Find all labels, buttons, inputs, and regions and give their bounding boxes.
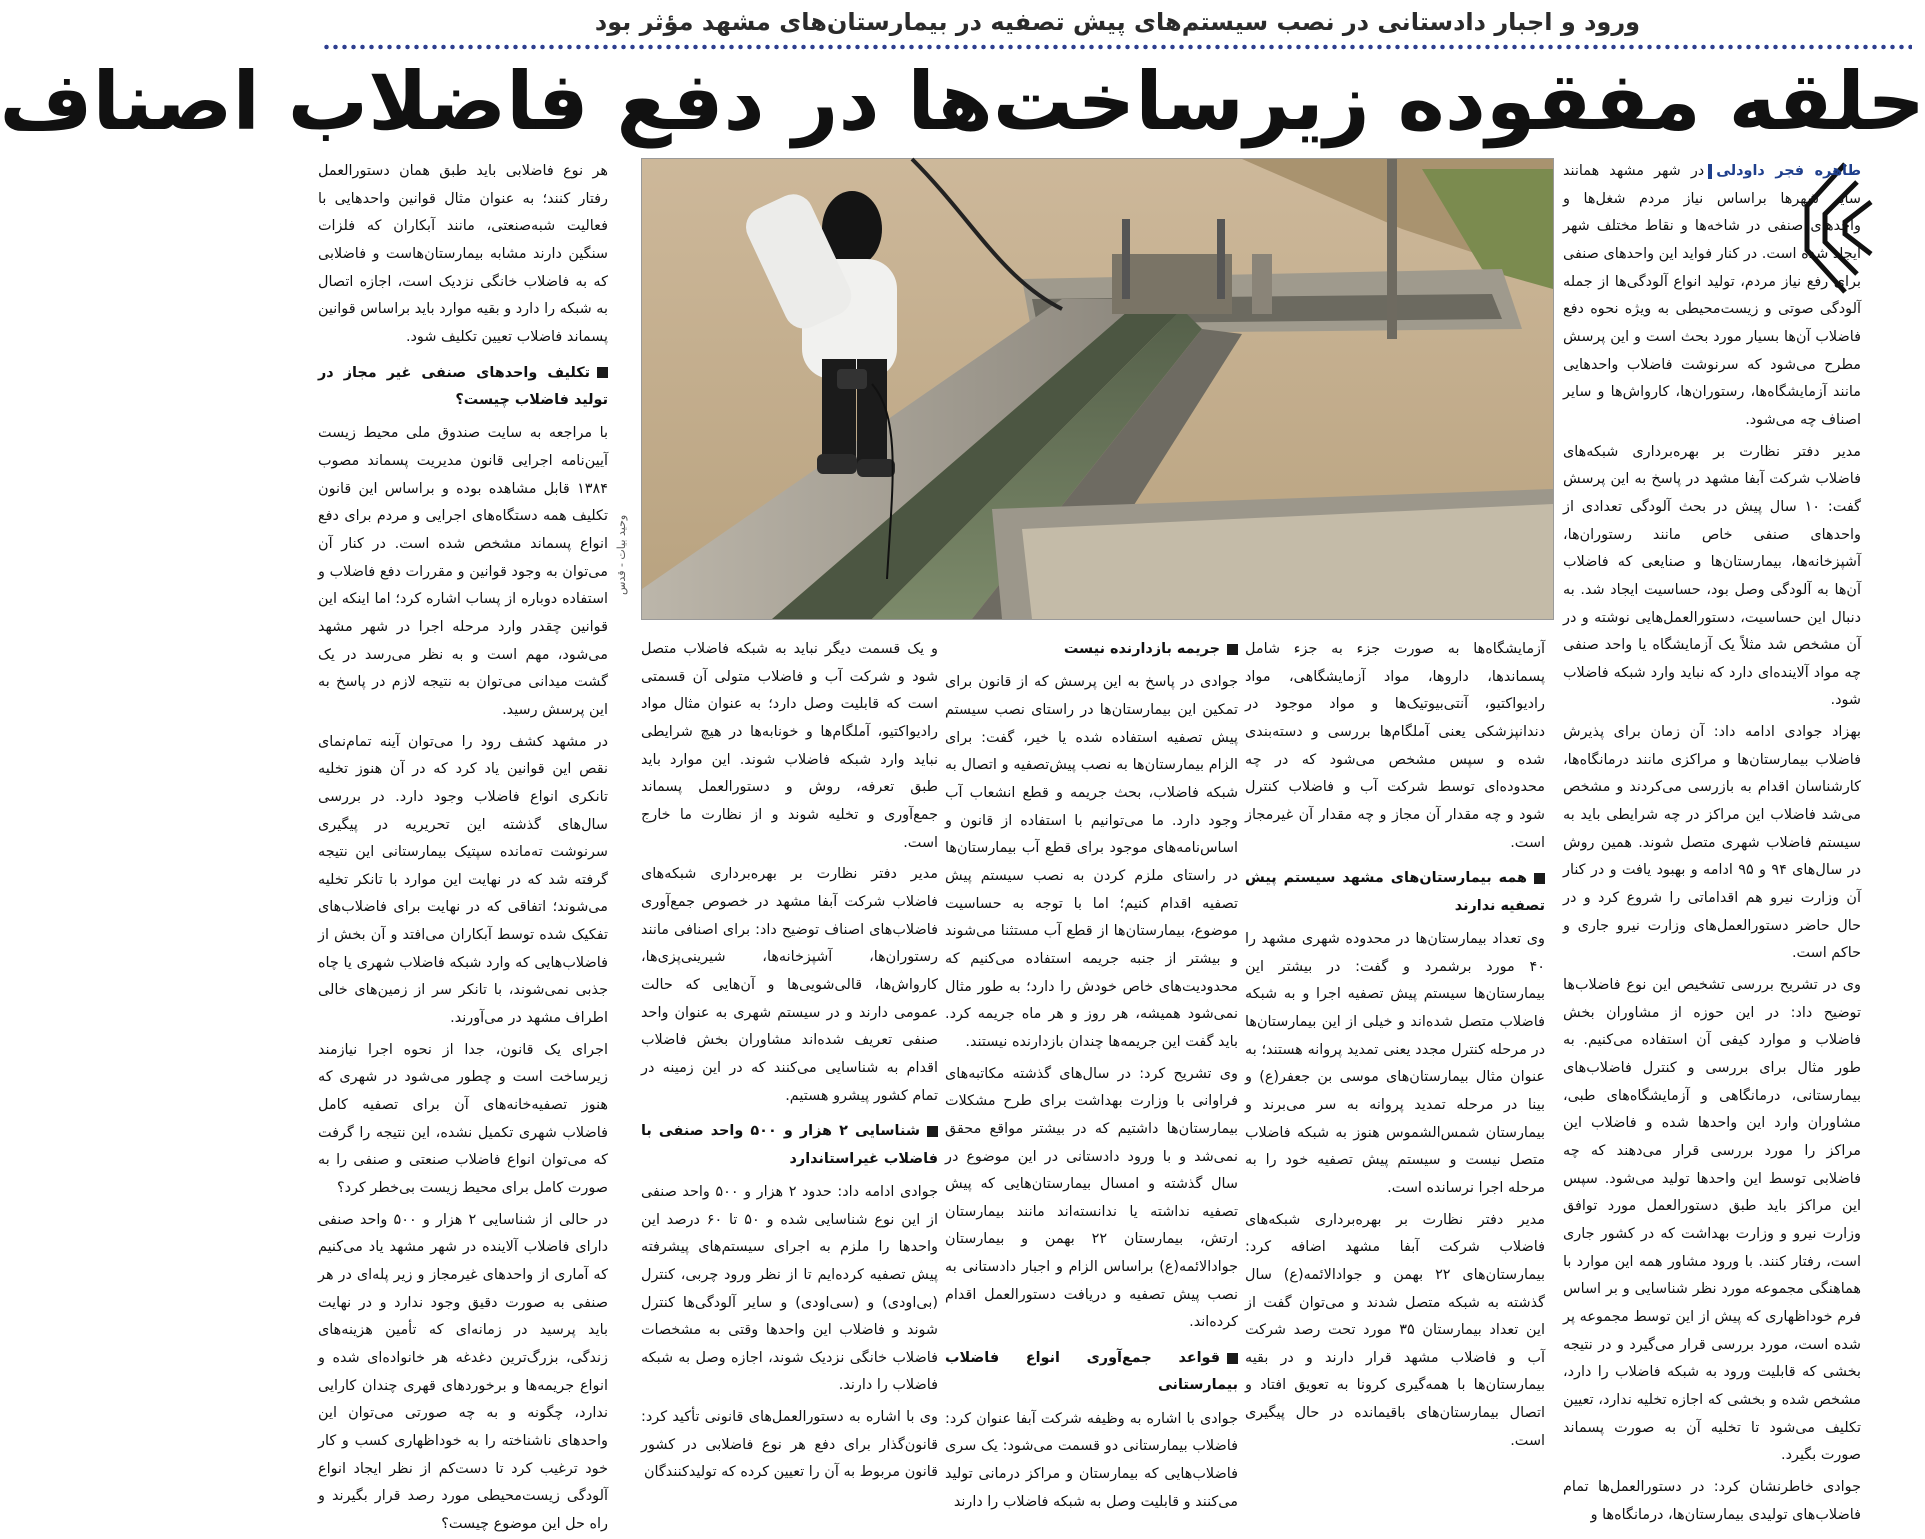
paragraph: هر نوع فاضلابی باید طبق همان دستورالعمل رفتار کنند؛ به عنوان مثال قوانین واحدهایی با فعالیت شبه‌صنعتی، مانند آبکاران که فلزات سنگین دارند مشابه بیمارستان‌هاست و فاضلابی که به فاضلاب خانگی نزدیک است، اجازه اتصال به شبکه را دارد و بقیه موارد باید براساس قوانین پسماند فاضلاب تعیین تکلیف شود. <box>318 163 608 345</box>
paragraph: و یک قسمت دیگر نباید به شبکه فاضلاب متصل شود و شرکت آب و فاضلاب متولی آن قسمتی است که قابلیت وصل دارد؛ به عنوان مثال مواد رادیواکتیو، آملگام‌ها و خونابه‌ها در هیچ شرایطی نباید وارد شبکه فاضلاب شوند. این موارد باید طبق تعرفه، روش و دستورالعمل پسماند جمع‌آوری و تخلیه شوند و از نظارت ما خارج است. <box>641 641 938 851</box>
subheading: قواعد جمع‌آوری انواع فاضلاب بیمارستانی <box>945 1350 1238 1394</box>
paragraph: وی در تشریح بررسی تشخیص این نوع فاضلاب‌ها توضیح داد: در این حوزه از مشاوران بخش فاضلاب و موارد کیفی آن استفاده می‌کنیم. به طور مثال برای بررسی و کنترل فاضلاب‌های بیمارستانی، درمانگاهی و آزمایشگاه‌های طبی، مشاوران وارد این واحدها شده و فاضلاب این مراکز را مورد بررسی قرار می‌دهند که چه فاضلابی توسط این واحدها تولید می‌شود. سپس این مراکز باید طبق دستورالعمل مورد توافق وزارت نیرو و وزارت بهداشت که در کشور جاری است، رفتار کنند. با ورود مشاور همه این موارد با هماهنگی مجموعه مورد نظر شناسایی و بر اساس فرم خوداظهاری که پیش از این توسط مجموعه پر شده است، مورد بررسی قرار می‌گیرد و در نتیجه بخشی که قابلیت ورود به شبکه فاضلاب را دارد، مشخص شده و بخشی که اجازه تخلیه ندارد، تعیین تکلیف می‌شود تا تخلیه آن به صورت پسماند صورت بگیرد. <box>1563 977 1861 1464</box>
subheading: تکلیف واحدهای صنفی غیر مجاز در تولید فاضلاب چیست؟ <box>318 364 608 408</box>
paragraph: آزمایشگاه‌ها به صورت جزء به جزء شامل پسماندها، داروها، مواد آزمایشگاهی، مواد رادیواکتیو، آنتی‌بیوتیک‌ها و مواد موجود در دندانپزشکی یعنی آملگام‌ها بررسی و دسته‌بندی شده و سپس مشخص می‌شود که در چه محدوده‌ای توسط شرکت آب و فاضلاب کنترل شود و چه مقدار آن مجاز و چه مقدار آن غیرمجاز است. <box>1245 641 1545 851</box>
column-4 <box>641 636 938 1481</box>
paragraph: جوادی ادامه داد: حدود ۲ هزار و ۵۰۰ واحد صنفی از این نوع شناسایی شده و ۵۰ تا ۶۰ درصد این واحدها را ملزم به اجرای سیستم‌های پیشرفته پیش تصفیه کرده‌ایم تا از نظر ورود چربی، کنترل (بی‌اودی) و (سی‌اودی) و سایر آلودگی‌ها کنترل شوند و فاضلاب این واحدها وقتی به مشخصات فاضلاب خانگی نزدیک شوند، اجازه وصل به شبکه فاضلاب را دارند. <box>641 1183 938 1394</box>
paragraph: اجرای یک قانون، جدا از نحوه اجرا نیازمند زیرساخت است و چطور می‌شود در شهری که هنوز تصفیه‌خانه‌های آن برای تصفیه کامل فاضلاب شهری تکمیل نشده، این نتیجه را گرفت که می‌توان انواع فاضلاب صنعتی و صنفی را به صورت کامل برای محیط زیست بی‌خطر کرد؟ <box>318 1041 608 1197</box>
paragraph: وی تعداد بیمارستان‌ها در محدوده شهری مشهد را ۴۰ مورد برشمرد و گفت: در بیشتر این بیمارستان‌ها سیستم پیش تصفیه اجرا و به شبکه فاضلاب متصل شده‌اند و خیلی از این بیمارستان‌ها در مرحله کنترل مجدد یعنی تمدید پروانه هستند؛ به عنوان مثال بیمارستان‌های موسی بن جعفر(ع) و بینا در مرحله تمدید پروانه به سر می‌برند و بیمارستان شمس‌الشموس هنوز به شبکه فاضلاب متصل نیست و سیستم پیش تصفیه خود را به مرحله اجرا نرسانده است. <box>1245 930 1545 1196</box>
paragraph: در حالی از شناسایی ۲ هزار و ۵۰۰ واحد صنفی دارای فاضلاب آلاینده در شهر مشهد یاد می‌کنیم که آماری از واحدهای غیرمجاز و زیر پله‌ای در هر صنفی به صورت دقیق وجود ندارد و در نهایت باید پرسید در زمانه‌ای که تأمین هزینه‌های زندگی، بزرگ‌ترین دغدغه هر خانواده‌ای شده و انواع جریمه‌ها و برخوردهای قهری چندان کارایی ندارد، چگونه و به چه صورتی می‌توان این واحدهای ناشناخته را به خوداظهاری کسب و کار خود ترغیب کرد تا دست‌کم از نظر ایجاد انواع آلودگی زیست‌محیطی مورد رصد قرار بگیرند و راه حل این موضوع چیست؟ <box>318 1211 608 1532</box>
paragraph: وی با اشاره به دستورالعمل‌های قانونی تأکید کرد: قانون‌گذار برای دفع هر نوع فاضلابی در کشور قانون مربوط به آن را تعیین کرده که تولیدکنندگان <box>641 1409 938 1481</box>
paragraph: جوادی خاطرنشان کرد: در دستورالعمل‌ها تمام فاضلاب‌های تولیدی بیمارستان‌ها، درمانگاه‌ها و <box>1563 1478 1861 1523</box>
column-1 <box>1563 158 1862 1523</box>
headline: حلقه مفقوده زیرساخت‌ها در دفع فاضلاب اصناف <box>0 55 1925 148</box>
paragraph: مدیر دفتر نظارت بر بهره‌برداری شبکه‌های فاضلاب شرکت آبفا مشهد اضافه کرد: بیمارستان‌های ۲۲ بهمن و جوادالائمه(ع) سال گذشته به شبکه متصل شدند و می‌توان گفت از این تعداد بیمارستان ۳۵ مورد تحت رصد شرکت آب و فاضلاب مشهد قرار دارند و در بقیه بیمارستان‌ها با همه‌گیری کرونا به تعویق افتاد و اتصال بیمارستان‌های باقیمانده در حال پیگیری است. <box>1245 1211 1545 1449</box>
square-bullet-icon <box>1534 873 1545 884</box>
square-bullet-icon <box>597 367 608 378</box>
byline-bar <box>1708 164 1712 179</box>
dotted-divider <box>322 44 1912 50</box>
photo-illustration <box>642 159 1553 619</box>
photo-credit: وحید بیات - قدس <box>615 515 628 596</box>
article-photo <box>641 158 1554 620</box>
square-bullet-icon <box>1227 1353 1238 1364</box>
paragraph: وی تشریح کرد: در سال‌های گذشته مکاتبه‌های فراوانی با وزارت بهداشت برای طرح مشکلات بیمارستان‌ها داشتیم که در بیشتر مواقع محقق نمی‌شد و با ورود دادستانی در این موضوع در سال گذشته و امسال بیمارستان‌هایی که پیش تصفیه نداشته یا ندانسته‌اند مانند بیمارستان ارتش، بیمارستان ۲۲ بهمن و بیمارستان جوادالائمه(ع) براساس الزام و اجبار دادستانی به نصب پیش تصفیه و دریافت دستورالعمل اقدام کرده‌اند. <box>945 1065 1238 1331</box>
paragraph: بهزاد جوادی ادامه داد: آن زمان برای پذیرش فاضلاب بیمارستان‌ها و مراکزی مانند درمانگاه‌ها، کارشناسان اقدام به بازرسی می‌کردند و مشخص می‌شد فاضلاب این مراکز در چه شرایطی باید به سیستم فاضلاب شهری متصل شوند. همین روش در سال‌های ۹۴ و ۹۵ ادامه و بهبود یافت و در کنار آن وزارت نیرو هم اقداماتی را شروع کرد و در حال حاضر دستورالعمل‌های وزارت نیرو جاری و حاکم است. <box>1563 724 1861 962</box>
paragraph: در مشهد کشف رود را می‌توان آینه تمام‌نمای نقص این قوانین یاد کرد که در آن هنوز تخلیه تانکری انواع فاضلاب وجود دارد. در بررسی سال‌های گذشته این تحریریه در پیگیری سرنوشت ته‌مانده سپتیک بیمارستانی این نتیجه گرفته شد که در نهایت این موارد با تانکر تخلیه می‌شوند؛ اتفاقی که در نهایت برای فاضلاب‌های تفکیک شده توسط آبکاران می‌افتد و آن بخش از فاضلاب‌هایی که وارد شبکه فاضلاب شهری یا چاه جذبی نمی‌شوند، با تانکر سر از زمین‌های خالی اطراف مشهد در می‌آورند. <box>318 733 608 1027</box>
column-3 <box>945 636 1238 1510</box>
paragraph: جوادی در پاسخ به این پرسش که از قانون برای تمکین این بیمارستان‌ها در راستای نصب سیستم پیش تصفیه استفاده شده یا خیر، گفت: برای الزام بیمارستان‌ها به نصب پیش‌تصفیه و اتصال به شبکه فاضلاب، بحث جریمه و قطع انشعاب آب وجود دارد. ما می‌توانیم با استفاده از قانون و اساس‌نامه‌های موجود برای قطع آب بیمارستان‌ها در راستای ملزم کردن به نصب سیستم پیش تصفیه اقدام کنیم؛ اما با توجه به حساسیت موضوع، بیمارستان‌ها از قطع آب مستثنا می‌شوند و بیشتر از جنبه جریمه استفاده می‌کنیم که محدودیت‌های خاص خودش را دارد؛ به طور مثال نمی‌شود همیشه، هر روز و هر ماه جریمه کرد. باید گفت این جریمه‌ها چندان بازدارنده نیستند. <box>945 674 1238 1050</box>
subheading: جریمه بازدارنده نیست <box>945 636 1238 663</box>
column-2 <box>1245 636 1545 1449</box>
paragraph <box>1563 158 1861 435</box>
column-5 <box>318 158 608 1532</box>
kicker: ورود و اجبار دادستانی در نصب سیستم‌های پیش تصفیه در بیمارستان‌های مشهد مؤثر بود <box>594 8 1641 36</box>
subheading: شناسایی ۲ هزار و ۵۰۰ واحد صنفی با فاضلاب غیراستاندارد <box>641 1123 938 1167</box>
paragraph-text: در شهر مشهد همانند سایر شهرها براساس نیاز مردم شغل‌ها و واحدهای صنفی در شاخه‌ها و نقاط مختلف شهر ایجاد شده است. در کنار فواید این واحدهای صنفی برای رفع نیاز مردم، تولید انواع آلودگی‌ها از جمله آلودگی صوتی و زیست‌محیطی به ویژه نحوه دفع فاضلاب آن‌ها بسیار مورد بحث است و این پرسش مطرح می‌شود که سرنوشت فاضلاب واحدهایی مانند آزمایشگاه‌ها، رستوران‌ها، کارواش‌ها و سایر اصناف چه می‌شود. <box>1563 163 1861 428</box>
paragraph: مدیر دفتر نظارت بر بهره‌برداری شبکه‌های فاضلاب شرکت آبفا مشهد در پاسخ به این پرسش گفت: ۱۰ سال پیش در بحث آلودگی تعدادی از واحدهای صنفی خاص مانند رستوران‌ها، آشپزخانه‌ها، بیمارستان‌ها و صنایعی که فاضلاب آن‌ها به آلودگی وصل بود، حساسیت ایجاد شد. به دنبال این حساسیت، دستورالعمل‌هایی نوشته و در آن مشخص شد مثلاً یک آزمایشگاه یا واحد صنفی چه مواد آلاینده‌ای دارد که نباید وارد شبکه فاضلاب شود. <box>1563 443 1861 709</box>
square-bullet-icon <box>927 1126 938 1137</box>
paragraph: جوادی با اشاره به وظیفه شرکت آبفا عنوان کرد: فاضلاب بیمارستانی دو قسمت می‌شود: یک سری فاضلاب‌هایی که بیمارستان و مراکز درمانی تولید می‌کنند و قابلیت وصل به شبکه فاضلاب را دارند <box>945 1410 1238 1510</box>
paragraph: مدیر دفتر نظارت بر بهره‌برداری شبکه‌های فاضلاب شرکت آبفا مشهد در خصوص جمع‌آوری فاضلاب‌های اصناف توضیح داد: برای اصنافی مانند رستوران‌ها، آشپزخانه‌ها، شیرینی‌پزی‌ها، کارواش‌ها، قالی‌شویی‌ها و آن‌هایی که حالت عمومی دارند و در سیستم شهری به عنوان واحد صنفی تعریف شده‌اند مشاوران بخش فاضلاب اقدام به شناسایی می‌کنند که در این زمینه در تمام کشور پیشرو هستیم. <box>641 866 938 1104</box>
paragraph: با مراجعه به سایت صندوق ملی محیط زیست آیین‌نامه اجرایی قانون مدیریت پسماند مصوب ۱۳۸۴ قابل مشاهده بوده و براساس این قانون تکلیف همه دستگاه‌های اجرایی و مردم برای دفع انواع پسماند مشخص شده است. در کنار آن می‌توان به وجود قوانین و مقررات دفع فاضلاب و استفاده دوباره از پساب اشاره کرد؛ اما اینکه این قوانین چقدر وارد مرحله اجرا در شهر مشهد می‌شود، مهم است و به نظر می‌رسد در یک گشت میدانی می‌توان به نتیجه لازم در پاسخ به این پرسش رسید. <box>318 425 608 718</box>
byline: طاهره فجر داودلی <box>1716 163 1862 179</box>
subheading: همه بیمارستان‌های مشهد سیستم پیش تصفیه ندارند <box>1245 870 1545 914</box>
square-bullet-icon <box>1227 644 1238 655</box>
